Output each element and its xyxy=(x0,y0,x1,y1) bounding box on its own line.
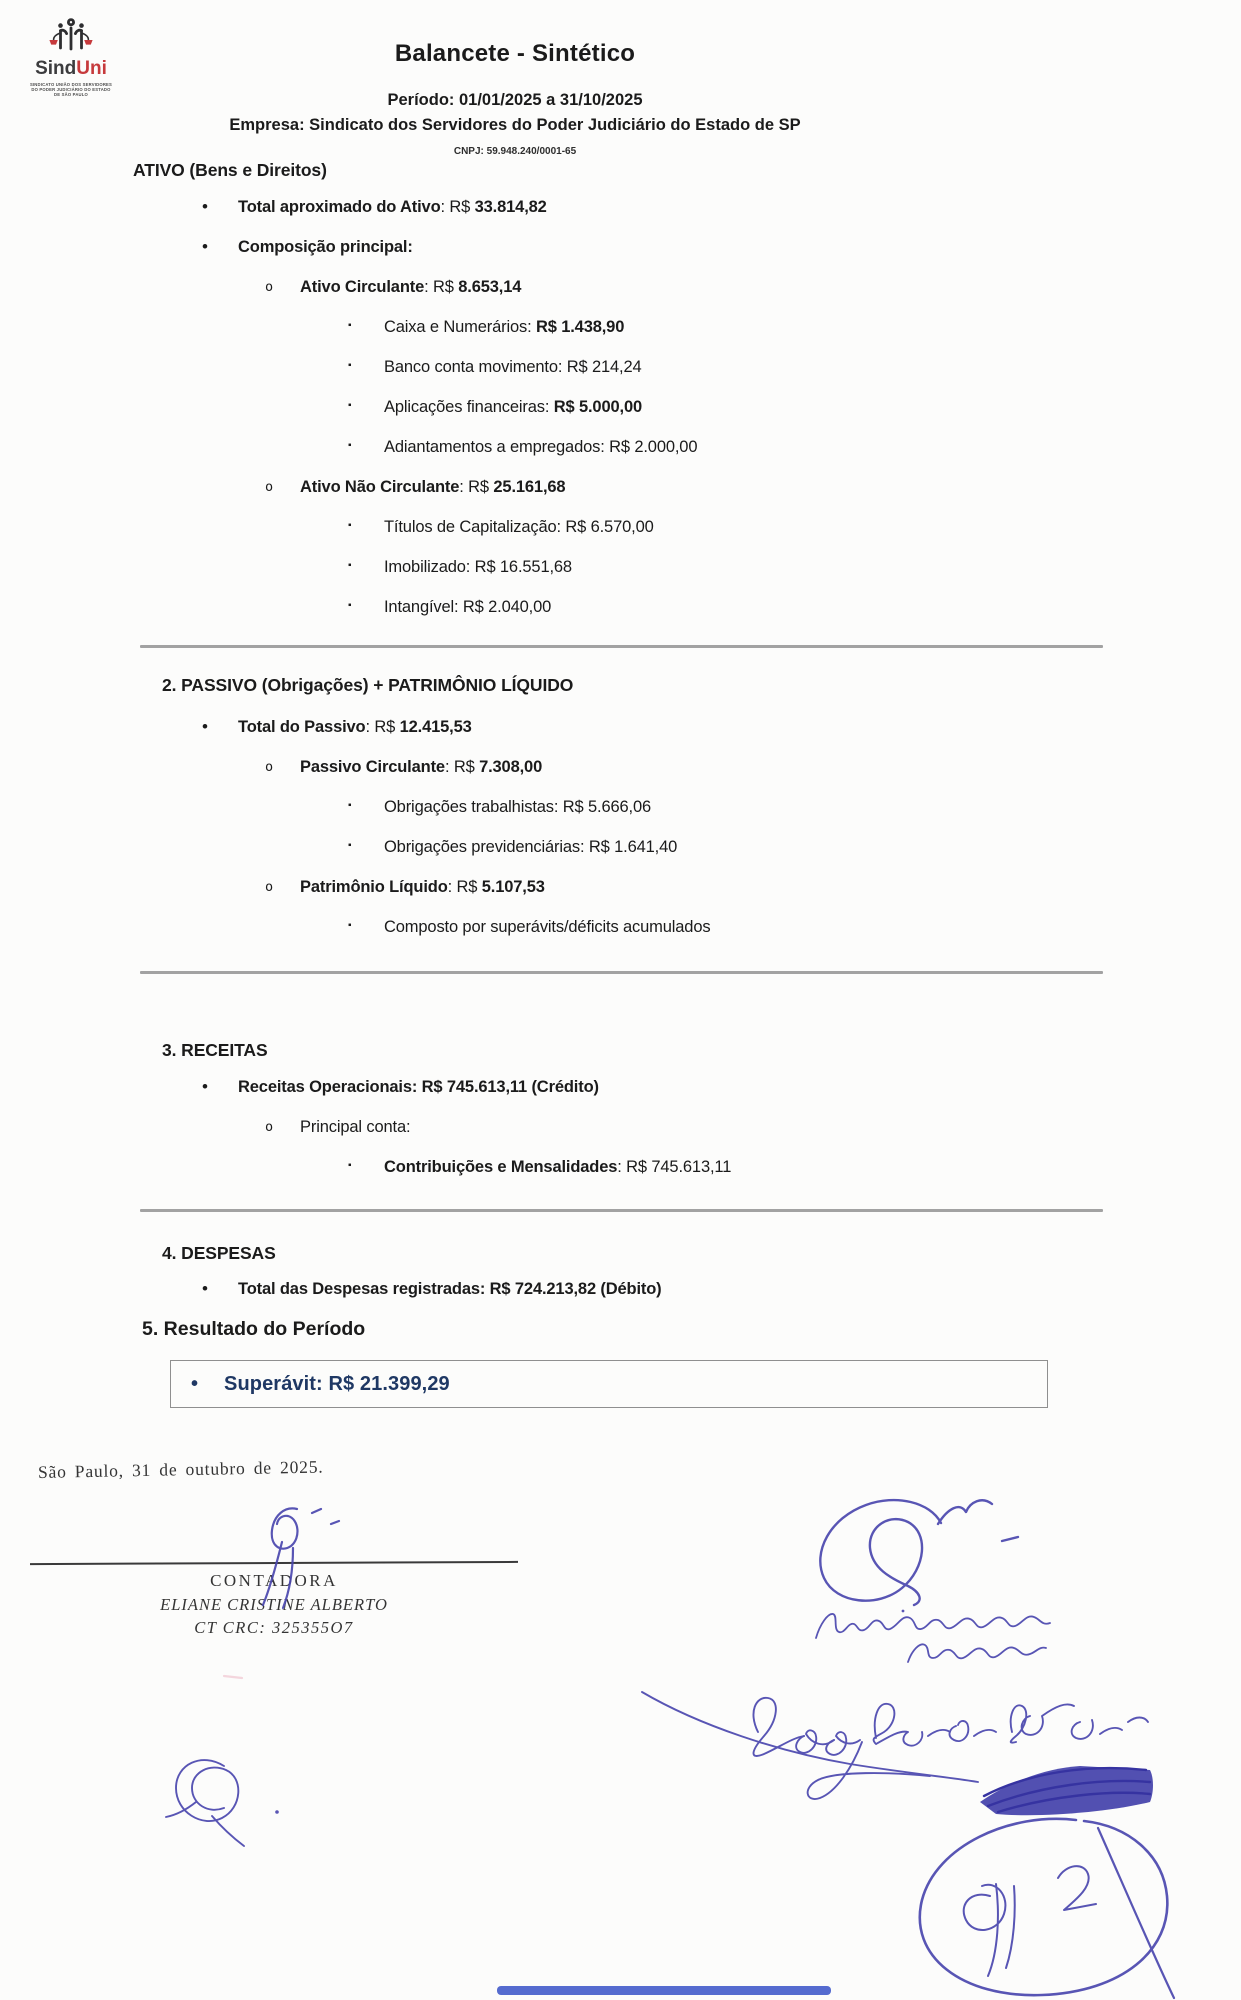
list-item-text: Total das Despesas registradas: R$ 724.213,82 (Débito) xyxy=(238,1280,662,1298)
list-item-text: Obrigações previdenciárias: R$ 1.641,40 xyxy=(384,838,678,856)
list-item-text: Banco conta movimento: R$ 214,24 xyxy=(384,358,642,376)
brand-sind: Sind xyxy=(35,58,77,79)
bullet-marker-icon: ▪ xyxy=(348,560,352,571)
faint-pink-smudge xyxy=(224,1676,242,1678)
bullet-marker-icon: ▪ xyxy=(348,600,352,611)
bullet-marker-icon: o xyxy=(265,879,273,895)
section-heading: 3. RECEITAS xyxy=(162,1040,268,1060)
list-item-text: Aplicações financeiras: R$ 5.000,00 xyxy=(384,398,643,416)
list-item-text: Imobilizado: R$ 16.551,68 xyxy=(384,558,572,576)
bullet-marker-icon: ▪ xyxy=(348,920,352,931)
list-item-text: Caixa e Numerários: R$ 1.438,90 xyxy=(384,318,625,336)
bullet-marker-icon: ▪ xyxy=(348,840,352,851)
bullet-marker-icon: ▪ xyxy=(348,520,352,531)
tagline-line: SINDICATO UNIÃO DOS SERVIDORES xyxy=(29,82,113,87)
list-item-text: Composição principal: xyxy=(238,238,413,256)
list-item-text: Intangível: R$ 2.040,00 xyxy=(384,598,552,616)
company-line: Empresa: Sindicato dos Servidores do Poder Judiciário do Estado de SP xyxy=(229,116,801,134)
list-item-text: Adiantamentos a empregados: R$ 2.000,00 xyxy=(384,438,698,456)
result-box xyxy=(170,1360,1048,1408)
bullet-marker-icon: • xyxy=(202,717,208,736)
section-heading: 4. DESPESAS xyxy=(162,1243,276,1263)
section-divider xyxy=(140,645,1103,648)
director-flourish-signature-ink xyxy=(820,1500,1018,1605)
list-item-text: Contribuições e Mensalidades: R$ 745.613,11 xyxy=(384,1158,732,1176)
bullet-marker-icon: • xyxy=(202,237,208,256)
signer-crc: CT CRC: 325355O7 xyxy=(194,1618,354,1637)
list-item-text: Receitas Operacionais: R$ 745.613,11 (Crédito) xyxy=(238,1078,599,1096)
date-line: São Paulo, 31 de outubro de 2025. xyxy=(37,1456,324,1482)
bullet-marker-icon: o xyxy=(265,479,273,495)
list-item-text: Obrigações trabalhistas: R$ 5.666,06 xyxy=(384,798,652,816)
bullet-marker-icon: ▪ xyxy=(348,360,352,371)
cursive-signature-leog-ink xyxy=(642,1692,1148,1799)
handwritten-name-line-2-ink xyxy=(908,1644,1046,1662)
tagline-line: DO PODER JUDICIÁRIO DO ESTADO xyxy=(31,87,111,93)
signer-name: ELIANE CRISTINE ALBERTO xyxy=(160,1595,388,1614)
bullet-marker-icon: ▪ xyxy=(348,320,352,331)
bullet-marker-icon: o xyxy=(265,759,273,775)
sections-container xyxy=(133,0,1140,1320)
result-value: Superávit: R$ 21.399,29 xyxy=(224,1372,450,1395)
section-divider xyxy=(140,1209,1103,1212)
bullet-marker-icon: ▪ xyxy=(348,400,352,411)
list-item-text: Ativo Circulante: R$ 8.653,14 xyxy=(300,278,522,296)
brand-uni: Uni xyxy=(76,58,107,79)
section-heading: 2. PASSIVO (Obrigações) + PATRIMÔNIO LÍQUIDO xyxy=(162,675,574,695)
list-item-text: Composto por superávits/déficits acumulados xyxy=(384,918,711,936)
cnpj-line: CNPJ: 59.948.240/0001-65 xyxy=(453,146,577,157)
result-row xyxy=(191,1361,450,1407)
ink-blob-scribble xyxy=(980,1766,1153,1815)
signer-role: CONTADORA xyxy=(210,1571,338,1590)
tagline-line: DE SÃO PAULO xyxy=(54,92,88,98)
period-line: Período: 01/01/2025 a 31/10/2025 xyxy=(387,91,643,109)
list-item-text: Passivo Circulante: R$ 7.308,00 xyxy=(300,758,543,776)
bullet-marker-icon: ▪ xyxy=(348,800,352,811)
list-item-text: Títulos de Capitalização: R$ 6.570,00 xyxy=(384,518,654,536)
bullet-marker-icon: • xyxy=(202,1279,208,1298)
section-heading: ATIVO (Bens e Direitos) xyxy=(133,160,327,180)
bullet-marker-icon: • xyxy=(202,1077,208,1096)
result-heading: 5. Resultado do Período xyxy=(142,1318,366,1340)
handwritten-name-line-1-ink xyxy=(816,1610,1050,1638)
bullet-marker-icon: ▪ xyxy=(348,1160,352,1171)
list-item-text: Ativo Não Circulante: R$ 25.161,68 xyxy=(300,478,566,496)
bullet-marker-icon: o xyxy=(265,279,273,295)
bullet-marker-icon: o xyxy=(265,1119,273,1135)
contadora-signature-ink xyxy=(263,1508,339,1608)
circled-signature-ink xyxy=(920,1819,1174,1998)
small-q-scribble-ink xyxy=(166,1760,279,1846)
bullet-marker-icon: • xyxy=(202,197,208,216)
list-item-text: Total do Passivo: R$ 12.415,53 xyxy=(238,718,472,736)
bullet-marker-icon: ▪ xyxy=(348,440,352,451)
section-divider xyxy=(140,971,1103,974)
list-item-text: Patrimônio Líquido: R$ 5.107,53 xyxy=(300,878,545,896)
bullet-marker-icon: • xyxy=(191,1372,199,1395)
bottom-blue-strip xyxy=(497,1986,831,1995)
signature-rule xyxy=(30,1561,518,1565)
list-item-text: Principal conta: xyxy=(300,1118,411,1136)
list-item-text: Total aproximado do Ativo: R$ 33.814,82 xyxy=(238,198,547,216)
page-title: Balancete - Sintético xyxy=(394,40,636,67)
